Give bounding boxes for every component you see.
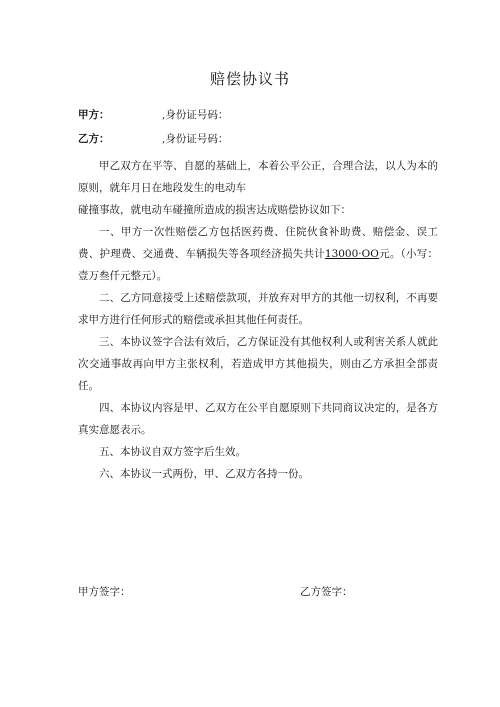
clause-1 (78, 221, 438, 287)
clause-3: 三、本协议签字合法有效后，乙方保证没有其他权利人或利害关系人就此次交通事故再向甲方主张权利，若造成甲方其他损失，则由乙方承担全部责任。 (78, 336, 438, 392)
party-a-line (78, 108, 228, 122)
party-a-label: 甲方： (78, 109, 110, 121)
party-a-signature-label: 甲方签字： (78, 586, 131, 598)
clause-5: 五、本协议自双方签字后生效。 (99, 446, 246, 458)
clause-4: 四、本协议内容是甲、乙双方在公平自愿原则下共同商议决定的，是各方真实意愿表示。 (78, 402, 438, 436)
clause-1-text: 一、甲方一次性赔偿乙方包括医药费、住院伙食补助费、赔偿金、误工费、护理费、交通费、车辆损失等各项经济损失共计 (78, 226, 438, 260)
party-b-id-label: ,身份证号码： (162, 133, 229, 145)
party-b-signature-label: 乙方签字： (300, 586, 353, 598)
clause-2: 二、乙方同意接受上述赔偿款项，并放弃对甲方的其他一切权利，不再要求甲方进行任何形式的赔偿或承担其他任何责任。 (78, 292, 438, 326)
document-title: 赔偿协议书 (209, 70, 290, 88)
intro-paragraph: 甲乙双方在平等、自愿的基础上，本着公平公正，合理合法，以人为本的原则，就年月日在地段发生的电动车 (78, 160, 438, 194)
party-b-line (78, 132, 228, 146)
compensation-amount: 13000·OO (324, 248, 379, 260)
clause-6: 六、本协议一式两份，甲、乙双方各持一份。 (99, 468, 309, 480)
intro-continuation: 碰撞事故，就电动车碰撞所造成的损害达成赔偿协议如下： (78, 204, 351, 216)
agreement-body (78, 155, 438, 485)
party-b-label: 乙方： (78, 133, 110, 145)
clause-1-tail: 元。（小写：壹万叁仟元整元）。 (78, 248, 439, 282)
party-a-id-label: ,身份证号码： (162, 109, 229, 121)
